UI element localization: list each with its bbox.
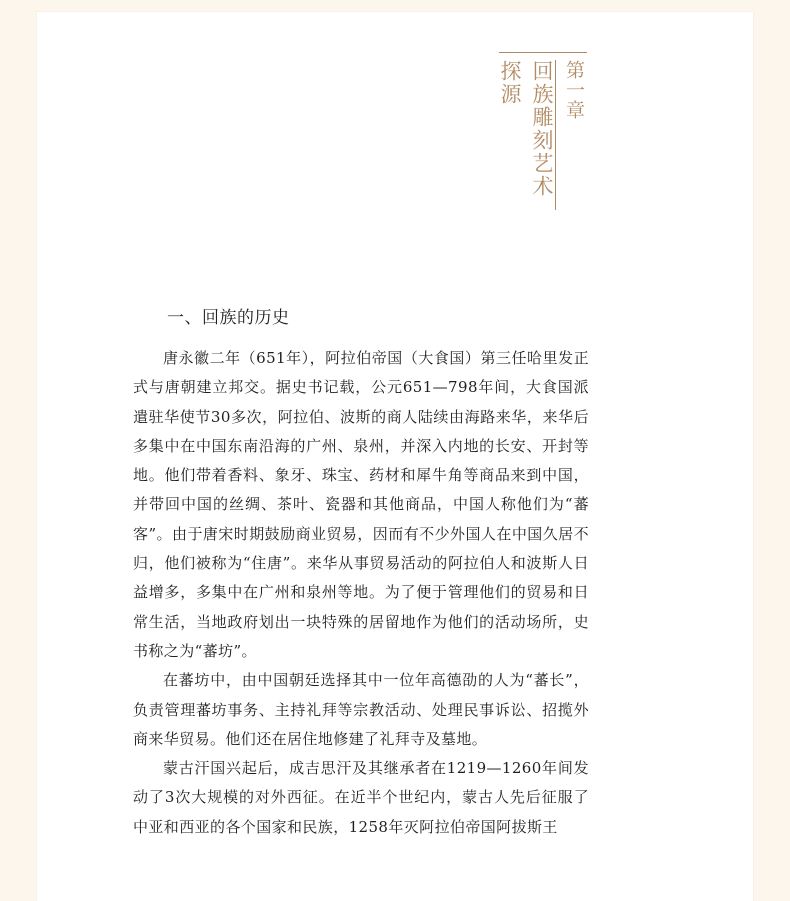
chapter-number: 第一章 — [563, 60, 585, 120]
book-page — [37, 12, 753, 901]
section-heading: 一、回族的历史 — [167, 308, 290, 328]
chapter-rule-horizontal — [499, 52, 587, 53]
paragraph: 蒙古汗国兴起后，成吉思汗及其继承者在1219—1260年间发动了3次大规模的对外西征。在近半个世纪内，蒙古人先后征服了中亚和西亚的各个国家和民族，1258年灭阿拉伯帝国阿拔斯王 — [133, 759, 589, 836]
chapter-title-block — [499, 52, 587, 212]
paragraph: 在蕃坊中，由中国朝廷选择其中一位年高德劭的人为“蕃长”，负责管理蕃坊事务、主持礼拜等宗教活动、处理民事诉讼、招揽外商来华贸易。他们还在居住地修建了礼拜寺及墓地。 — [133, 671, 589, 748]
chapter-title-line1: 回族雕刻艺术 — [530, 60, 554, 198]
chapter-rule-vertical — [555, 60, 556, 210]
paragraph: 唐永徽二年（651年），阿拉伯帝国（大食国）第三任哈里发正式与唐朝建立邦交。据史书记载，公元651—798年间，大食国派遣驻华使节30多次，阿拉伯、波斯的商人陆续由海路来华，来华后多集中在中国东南沿海的广州、泉州，并深入内地的长安、开封等地。他们带着香料、象牙、珠宝、药材和犀牛角等商品来到中国，并带回中国的丝绸、茶叶、瓷器和其他商品，中国人称他们为“蕃客”。由于唐宋时期鼓励商业贸易，因而有不少外国人在中国久居不归，他们被称为“住唐”。来华从事贸易活动的阿拉伯人和波斯人日益增多，多集中在广州和泉州等地。为了便于管理他们的贸易和日常生活，当地政府划出一块特殊的居留地作为他们的活动场所，史书称之为“蕃坊”。 — [133, 349, 589, 660]
chapter-title-line2: 探源 — [498, 60, 522, 106]
body-text — [133, 304, 589, 842]
